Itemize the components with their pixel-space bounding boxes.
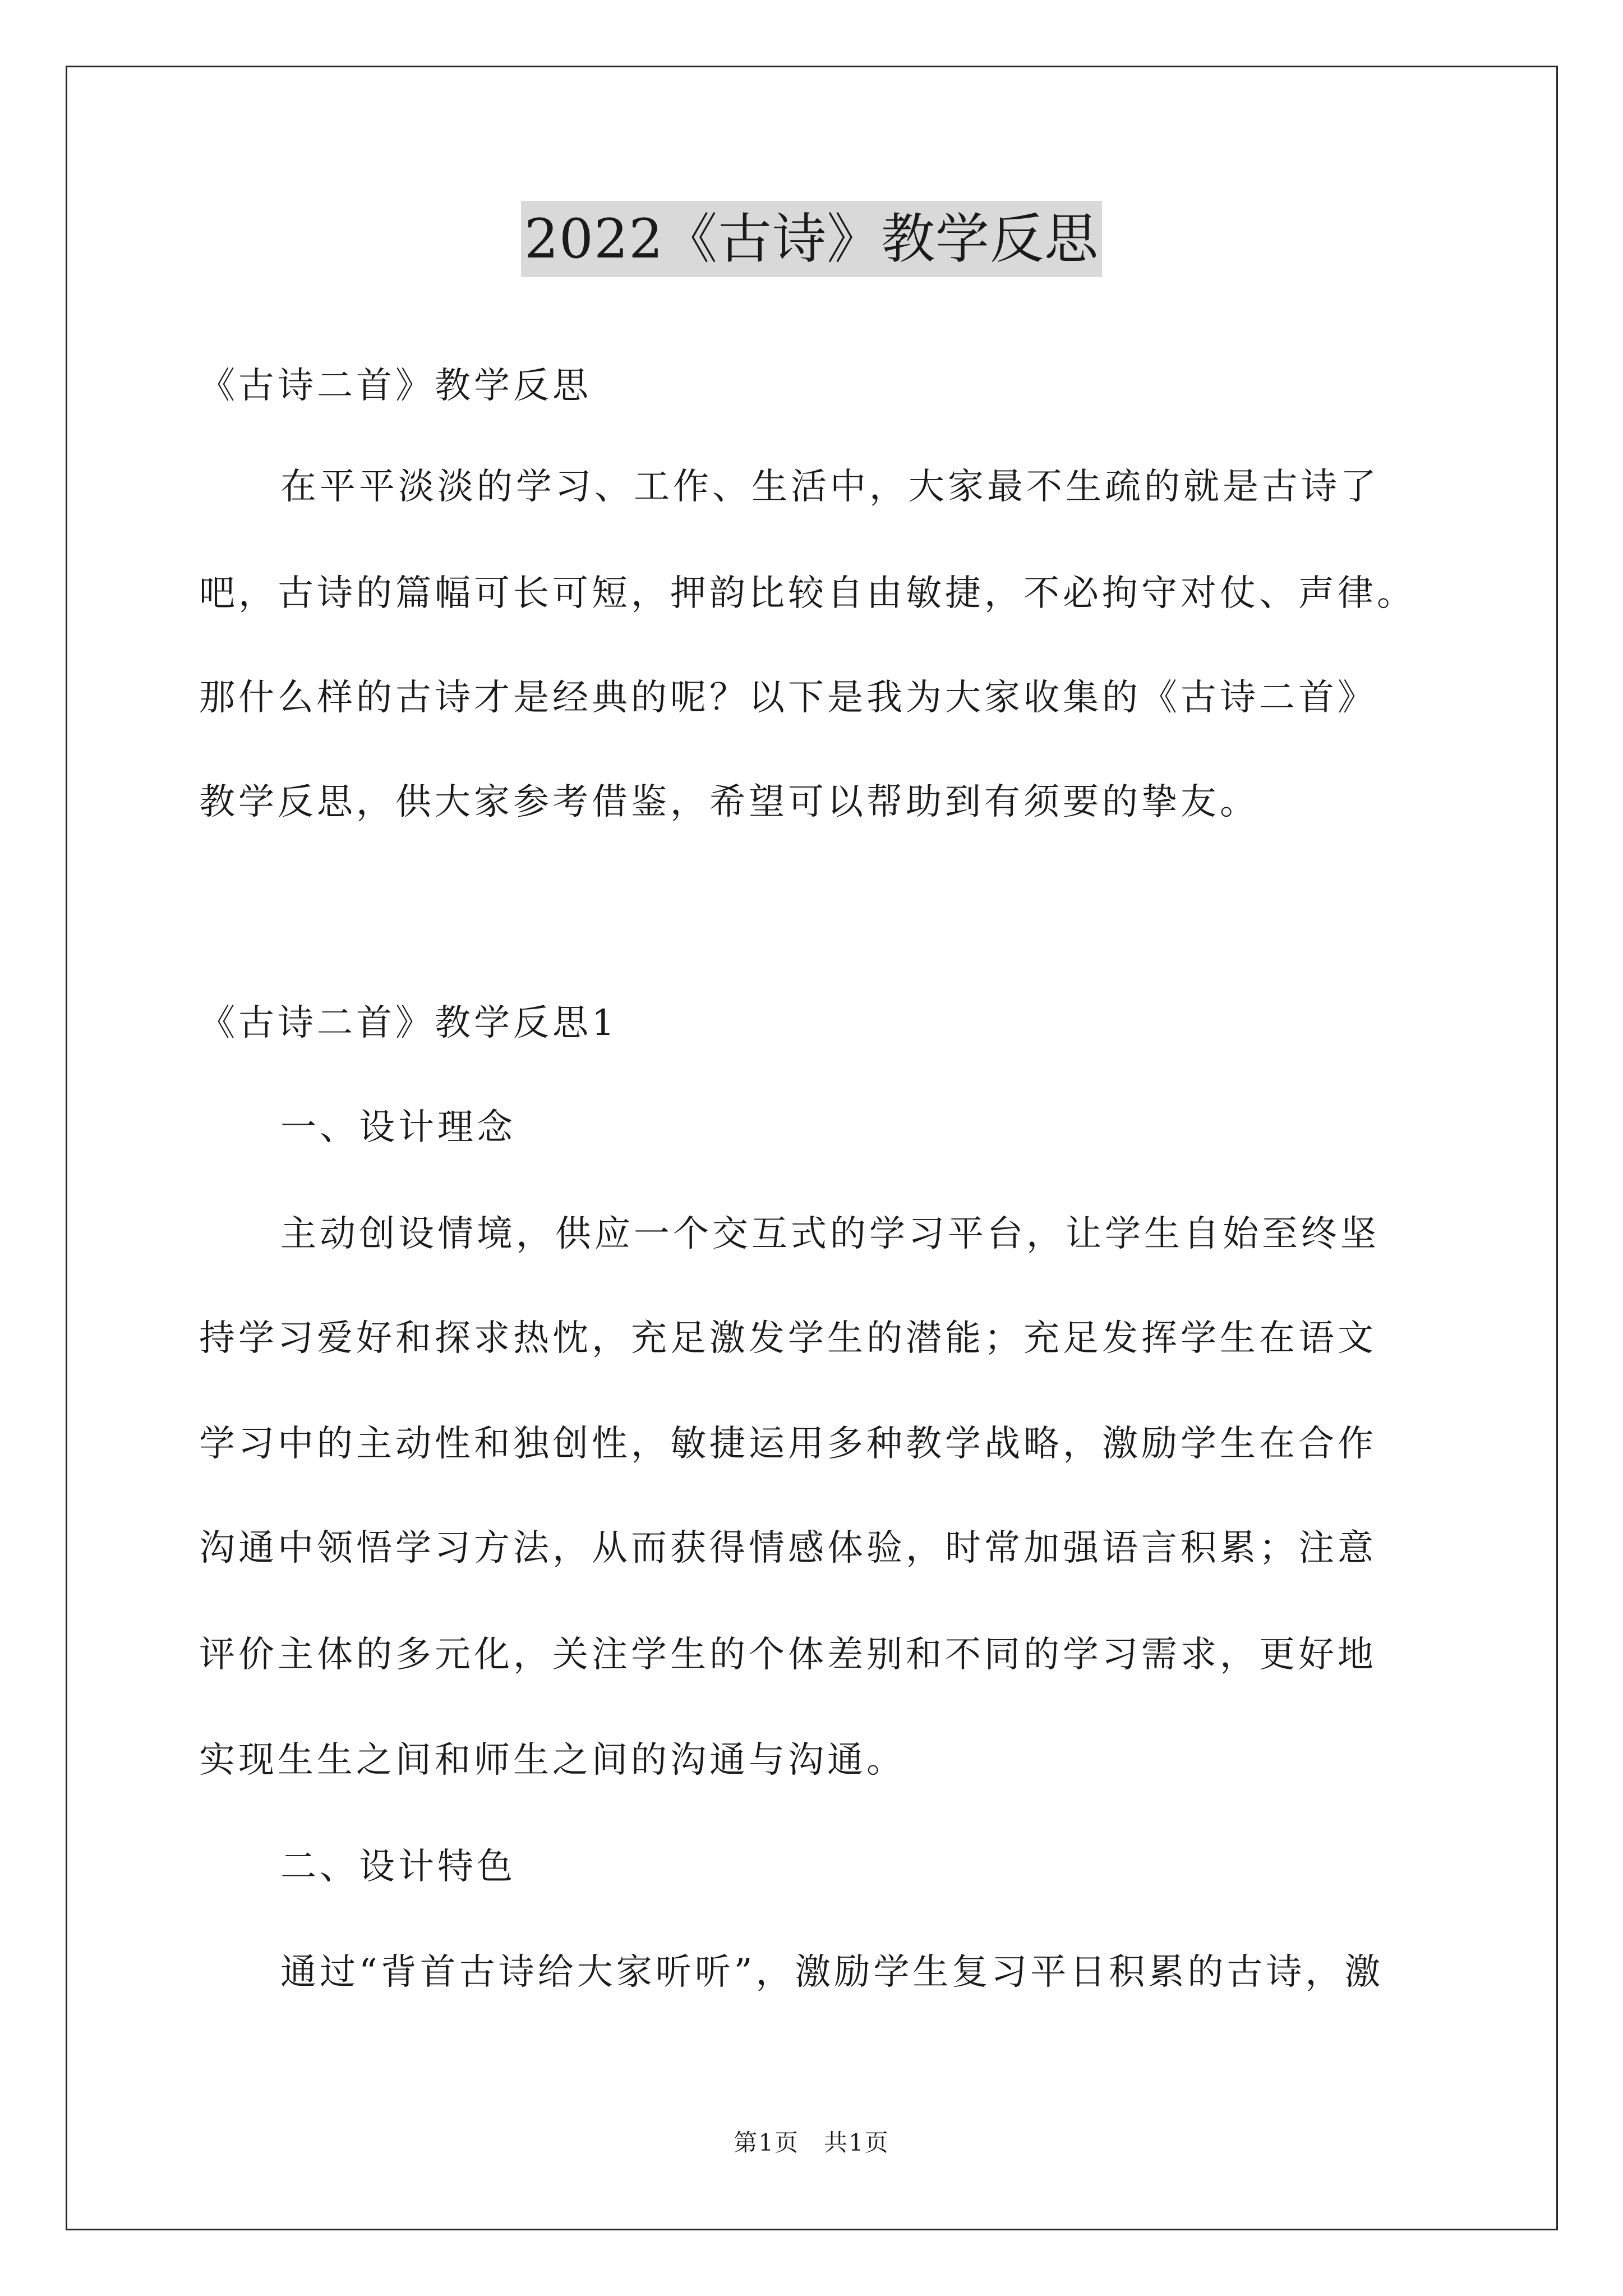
document-title: 2022《古诗》教学反思 <box>521 201 1102 277</box>
title-area <box>0 201 1623 277</box>
section-title: 《古诗二首》教学反思1 <box>199 1002 618 1044</box>
para1-line-3: 学习中的主动性和独创性，敏捷运用多种教学战略，激励学生在合作 <box>199 1423 1377 1465</box>
para1-line-6: 实现生生之间和师生之间的沟通与沟通。 <box>199 1740 906 1781</box>
para1-line-2: 持学习爱好和探求热忱，充足激发学生的潜能；充足发挥学生在语文 <box>199 1318 1377 1359</box>
para1-line-5: 评价主体的多元化，关注学生的个体差别和不同的学习需求，更好地 <box>199 1634 1377 1676</box>
para1-line-1: 主动创设情境，供应一个交互式的学习平台，让学生自始至终坚 <box>280 1213 1380 1255</box>
intro-line-1: 在平平淡淡的学习、工作、生活中，大家最不生疏的就是古诗了 <box>280 466 1380 508</box>
intro-line-4: 教学反思，供大家参考借鉴，希望可以帮助到有须要的挚友。 <box>199 781 1259 823</box>
heading-design-concept: 一、设计理念 <box>280 1107 516 1148</box>
heading-design-features: 二、设计特色 <box>280 1846 516 1888</box>
para2-line-1: 通过“背首古诗给大家听听”，激励学生复习平日积累的古诗，激 <box>280 1952 1384 1993</box>
para1-line-4: 沟通中领悟学习方法，从而获得情感体验，时常加强语言积累；注意 <box>199 1527 1377 1569</box>
page-number-footer: 第1页 共1页 <box>734 2129 889 2156</box>
intro-line-3: 那什么样的古诗才是经典的呢？以下是我为大家收集的《古诗二首》 <box>199 677 1377 719</box>
subtitle: 《古诗二首》教学反思 <box>199 365 592 407</box>
intro-line-2: 吧，古诗的篇幅可长可短，押韵比较自由敏捷，不必拘守对仗、声律。 <box>199 573 1416 614</box>
